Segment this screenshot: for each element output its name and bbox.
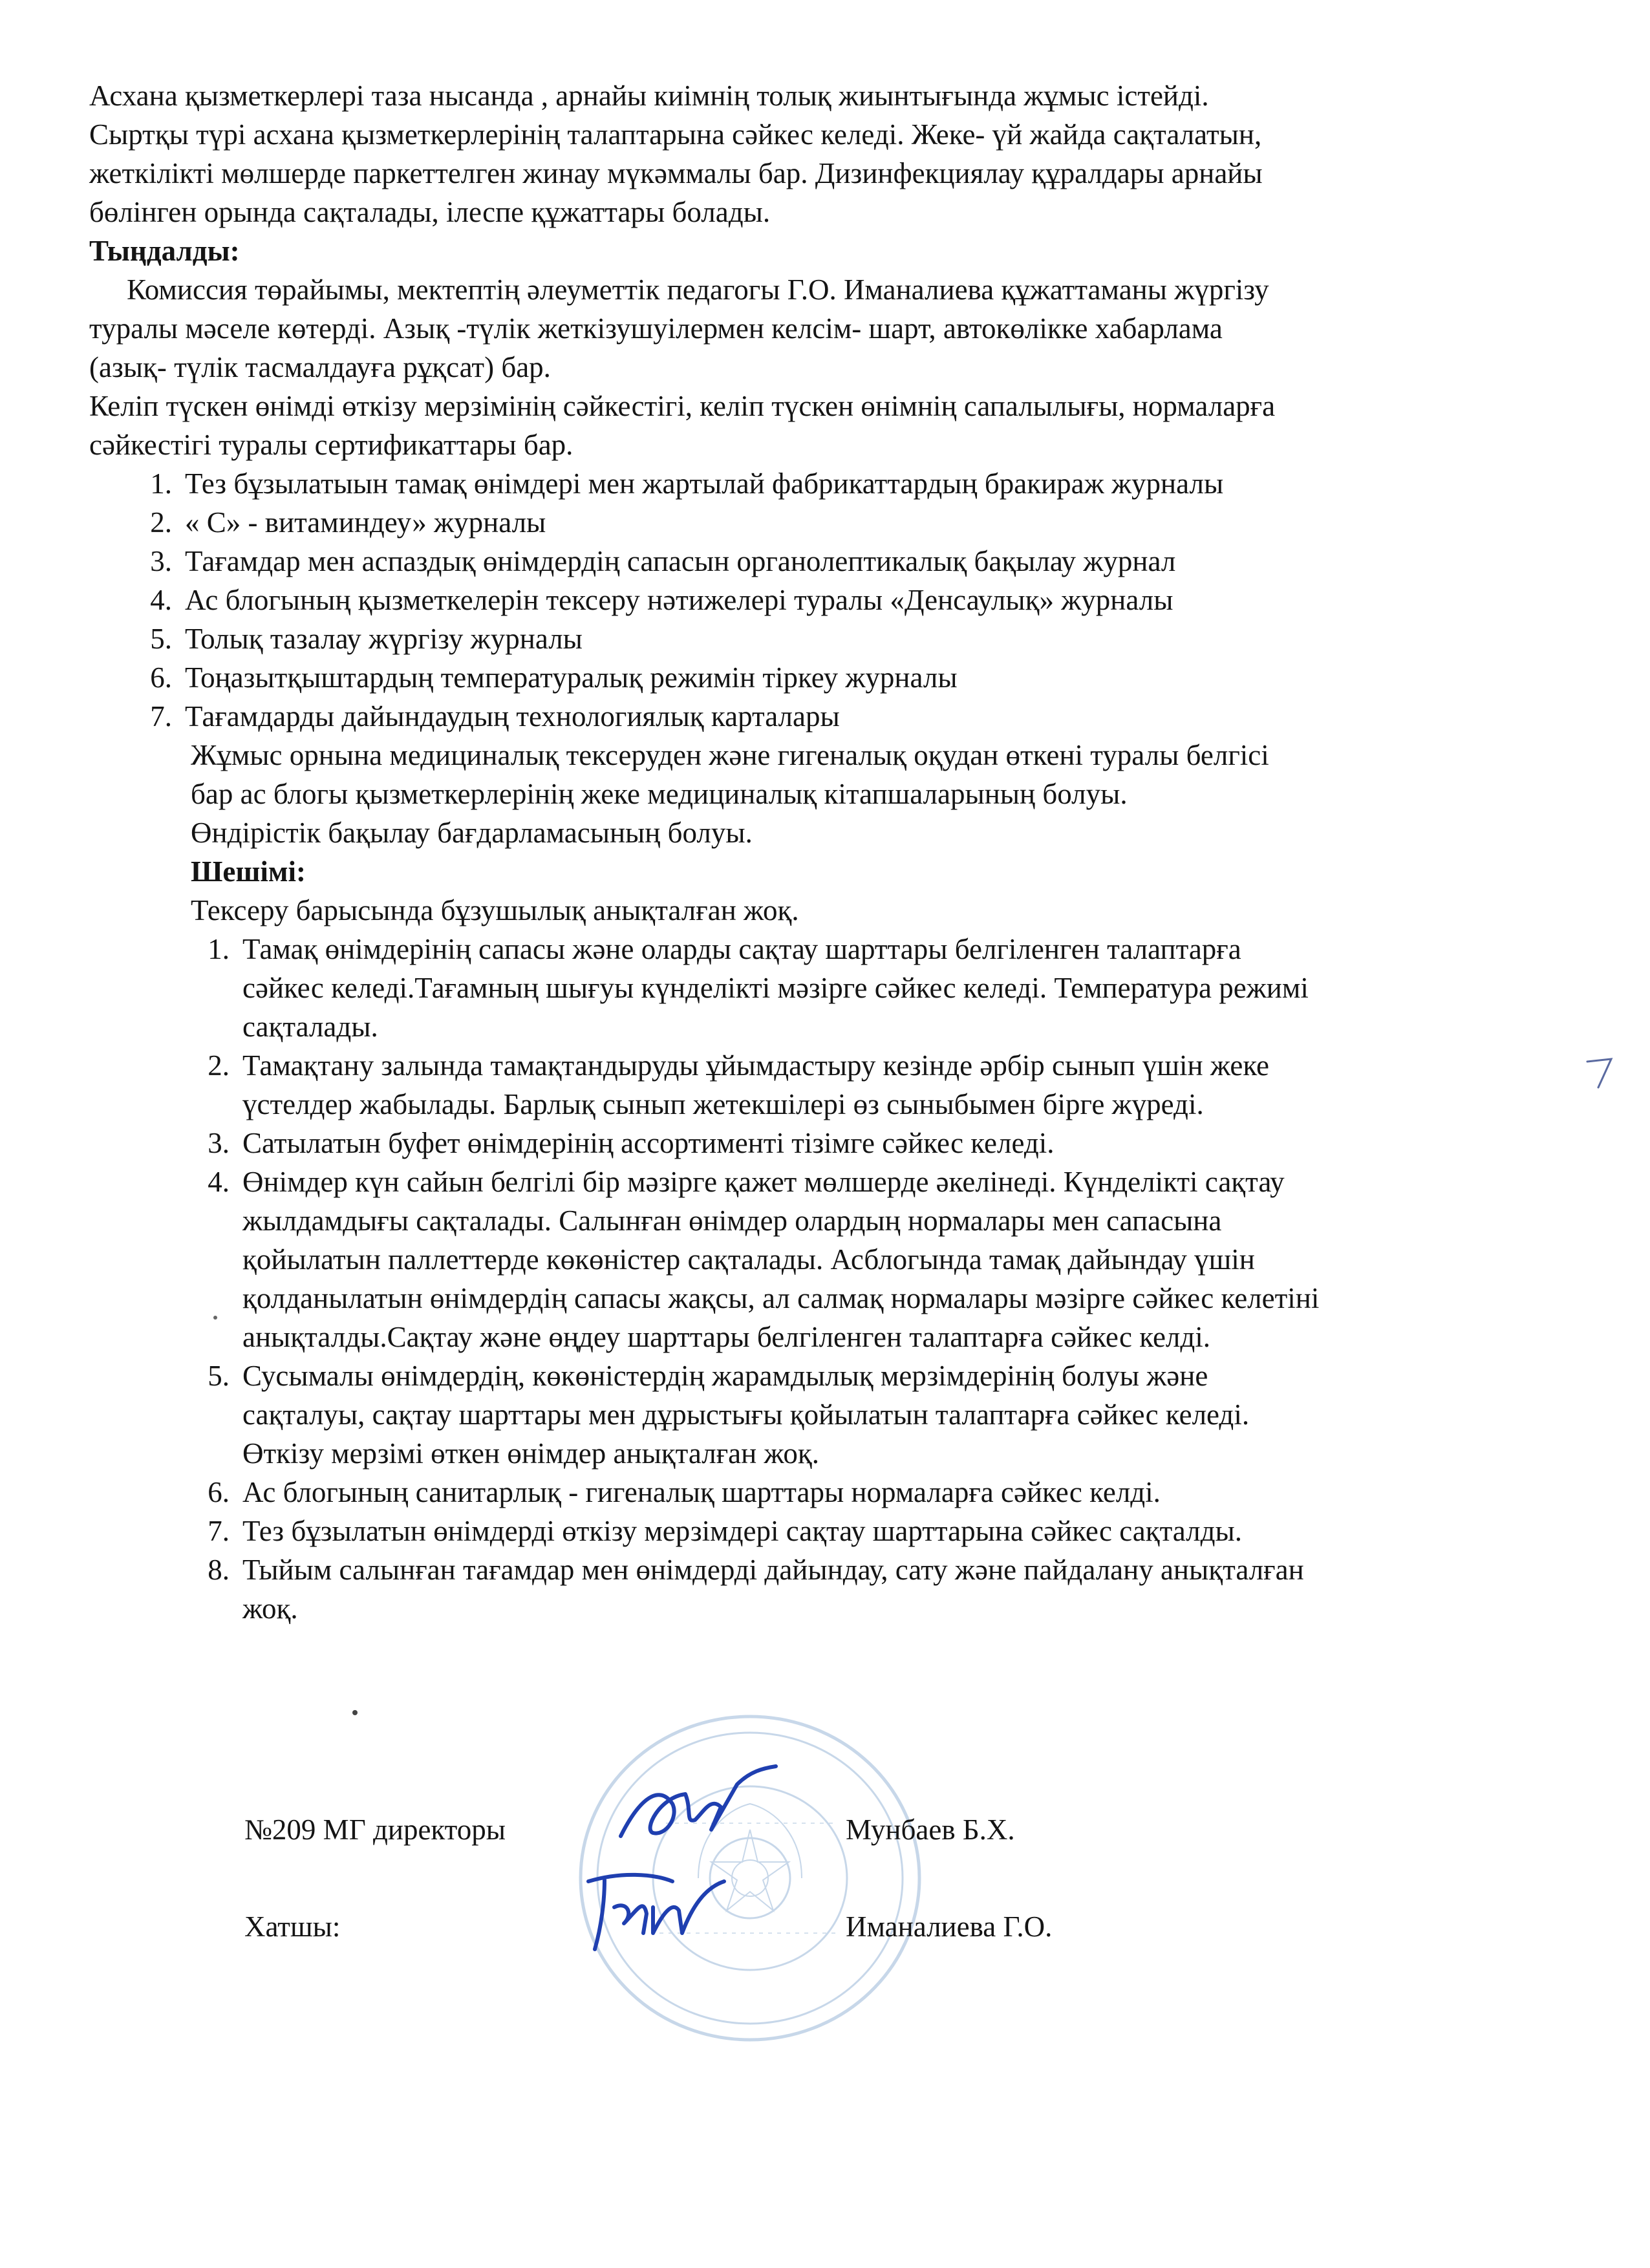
- list-line: қойылатын паллеттерде көкөністер сақталады. Асблогында тамақ дайындау үшін: [242, 1243, 1255, 1276]
- intro-line: жеткілікті мөлшерде паркеттелген жинау мүкәммалы бар. Дизинфекциялау құралдары арнайы: [89, 157, 1263, 189]
- list-line: жоқ.: [242, 1592, 298, 1625]
- journal-list-item: [150, 581, 1473, 619]
- requirements-line: Өндірістік бақылау бағдарламасының болуы.: [191, 817, 753, 849]
- list-number: 7.: [208, 1515, 230, 1547]
- list-line: Өнімдер күн сайын белгілі бір мәзірге қажет мөлшерде әкелінеді. Күнделікті сақтау: [242, 1166, 1285, 1198]
- journal-list-item: [150, 658, 1473, 697]
- list-line: сақталуы, сақтау шарттары мен дұрыстығы қойылатын талаптарға сәйкес келеді.: [242, 1398, 1250, 1431]
- list-line: сақталады.: [242, 1011, 378, 1043]
- requirements-block: [191, 736, 1473, 930]
- director-row: [244, 1810, 1182, 1907]
- decision-list-item: [208, 1512, 1473, 1550]
- list-text: Тағамдар мен аспаздық өнімдердің сапасын органолептикалық бақылау журнал: [185, 545, 1176, 577]
- list-text: « С» - витаминдеу» журналы: [185, 506, 546, 539]
- decision-list-item: [208, 1356, 1473, 1473]
- list-line: Тыйым салынған тағамдар мен өнімдерді дайындау, сату және пайдалану анықталған: [242, 1554, 1304, 1586]
- list-number: 7.: [150, 700, 172, 733]
- intro-line: Сыртқы түрі асхана қызметкерлерінің талаптарына сәйкес келеді. Жеке- үй жайда сақталатын,: [89, 118, 1262, 151]
- journal-list-item: [150, 697, 1473, 736]
- list-line: Тамақтану залында тамақтандыруды ұйымдастыру кезінде әрбір сынып үшін жеке: [242, 1049, 1270, 1082]
- decision-list-item: [208, 1124, 1473, 1162]
- list-number: 5.: [150, 623, 172, 655]
- decision-list-item: [208, 930, 1473, 1046]
- list-number: 1.: [150, 467, 172, 500]
- heard-paragraph: [89, 270, 1473, 464]
- list-text: Тағамдарды дайындаудың технологиялық карталары: [185, 700, 840, 733]
- list-number: 2.: [208, 1049, 230, 1082]
- intro-line: Асхана қызметкерлері таза нысанда , арнайы киімнің толық жиынтығында жұмыс істейді.: [89, 80, 1209, 112]
- decision-list-item: [208, 1046, 1473, 1124]
- list-number: 4.: [208, 1166, 230, 1198]
- list-line: қолданылатын өнімдердің сапасы жақсы, ал салмақ нормалары мәзірге сәйкес келетіні: [242, 1282, 1320, 1314]
- list-line: Тамақ өнімдерінің сапасы және оларды сақтау шарттары белгіленген талаптарға: [242, 933, 1241, 965]
- heard-line: (азық- түлік тасмалдауға рұқсат) бар.: [89, 351, 551, 383]
- list-line: жылдамдығы сақталады. Салынған өнімдер олардың нормалары мен сапасына: [242, 1204, 1222, 1237]
- signature-block: [244, 1810, 1182, 2004]
- heard-heading: Тыңдалды:: [89, 235, 240, 267]
- secretary-name: Иманалиева Г.О.: [846, 1910, 1053, 1943]
- journal-list: [150, 464, 1473, 736]
- list-line: сәйкес келеді.Тағамның шығуы күнделікті мәзірге сәйкес келеді. Температура режимі: [242, 972, 1309, 1004]
- heard-line: Комиссия төрайымы, мектептің әлеуметтік педагогы Г.О. Иманалиева құжаттаманы жүргізу: [127, 273, 1269, 306]
- list-number: 2.: [150, 506, 172, 539]
- list-line: Өткізу мерзімі өткен өнімдер анықталған жоқ.: [242, 1437, 820, 1470]
- heard-line: туралы мәселе көтерді. Азық -түлік жеткізушуілермен келсім- шарт, автокөлікке хабарлама: [89, 312, 1223, 345]
- margin-pen-mark: [1584, 1054, 1616, 1093]
- list-line: Тез бұзылатын өнімдерді өткізу мерзімдері сақтау шарттарына сәйкес сақталды.: [242, 1515, 1242, 1547]
- decision-intro: Тексеру барысында бұзушылық анықталған жоқ.: [191, 894, 799, 926]
- director-role: №209 МГ директоры: [244, 1813, 506, 1846]
- intro-paragraph: [89, 76, 1473, 231]
- decision-list-item: [208, 1473, 1473, 1512]
- director-name: Мунбаев Б.Х.: [846, 1813, 1015, 1846]
- intro-line: бөлінген орында сақталады, ілеспе құжаттары болады.: [89, 196, 771, 228]
- decision-list: [208, 930, 1473, 1628]
- decision-heading: Шешімі:: [191, 855, 306, 888]
- list-number: 3.: [208, 1127, 230, 1159]
- list-text: Тоңазытқыштардың температуралық режимін тіркеу журналы: [185, 661, 958, 694]
- secretary-role: Хатшы:: [244, 1910, 341, 1943]
- decision-list-item: [208, 1550, 1473, 1628]
- scan-speck: [352, 1710, 358, 1715]
- list-number: 5.: [208, 1360, 230, 1392]
- list-line: Сатылатын буфет өнімдерінің ассортименті тізімге сәйкес келеді.: [242, 1127, 1055, 1159]
- list-number: 6.: [208, 1476, 230, 1508]
- list-text: Толық тазалау жүргізу журналы: [185, 623, 583, 655]
- list-number: 1.: [208, 933, 230, 965]
- list-line: Ас блогының санитарлық - гигеналық шарттары нормаларға сәйкес келді.: [242, 1476, 1161, 1508]
- list-line: анықталды.Сақтау және өңдеу шарттары белгіленген талаптарға сәйкес келді.: [242, 1321, 1211, 1353]
- list-text: Ас блогының қызметкелерін тексеру нәтижелері туралы «Денсаулық» журналы: [185, 584, 1173, 616]
- heard-line: сәйкестігі туралы сертификаттары бар.: [89, 429, 573, 461]
- document-body: [89, 76, 1473, 1628]
- list-line: үстелдер жабылады. Барлық сынып жетекшілері өз сыныбымен бірге жүреді.: [242, 1088, 1204, 1120]
- requirements-line: бар ас блогы қызметкерлерінің жеке медициналық кітапшаларының болуы.: [191, 778, 1128, 810]
- journal-list-item: [150, 619, 1473, 658]
- journal-list-item: [150, 542, 1473, 581]
- list-line: Сусымалы өнімдердің, көкөністердің жарамдылық мерзімдерінің болуы және: [242, 1360, 1208, 1392]
- secretary-row: [244, 1907, 1182, 2004]
- list-text: Тез бұзылатыын тамақ өнімдері мен жартылай фабрикаттардың бракираж журналы: [185, 467, 1224, 500]
- decision-list-item: [208, 1162, 1473, 1356]
- requirements-line: Жұмыс орнына медициналық тексеруден және гигеналық оқудан өткені туралы белгісі: [191, 739, 1269, 771]
- heard-line: Келіп түскен өнімді өткізу мерзімінің сәйкестігі, келіп түскен өнімнің сапалылығы, нормаларға: [89, 390, 1276, 422]
- list-number: 8.: [208, 1554, 230, 1586]
- journal-list-item: [150, 503, 1473, 542]
- list-number: 4.: [150, 584, 172, 616]
- scan-speck: [213, 1316, 217, 1320]
- list-number: 6.: [150, 661, 172, 694]
- list-number: 3.: [150, 545, 172, 577]
- journal-list-item: [150, 464, 1473, 503]
